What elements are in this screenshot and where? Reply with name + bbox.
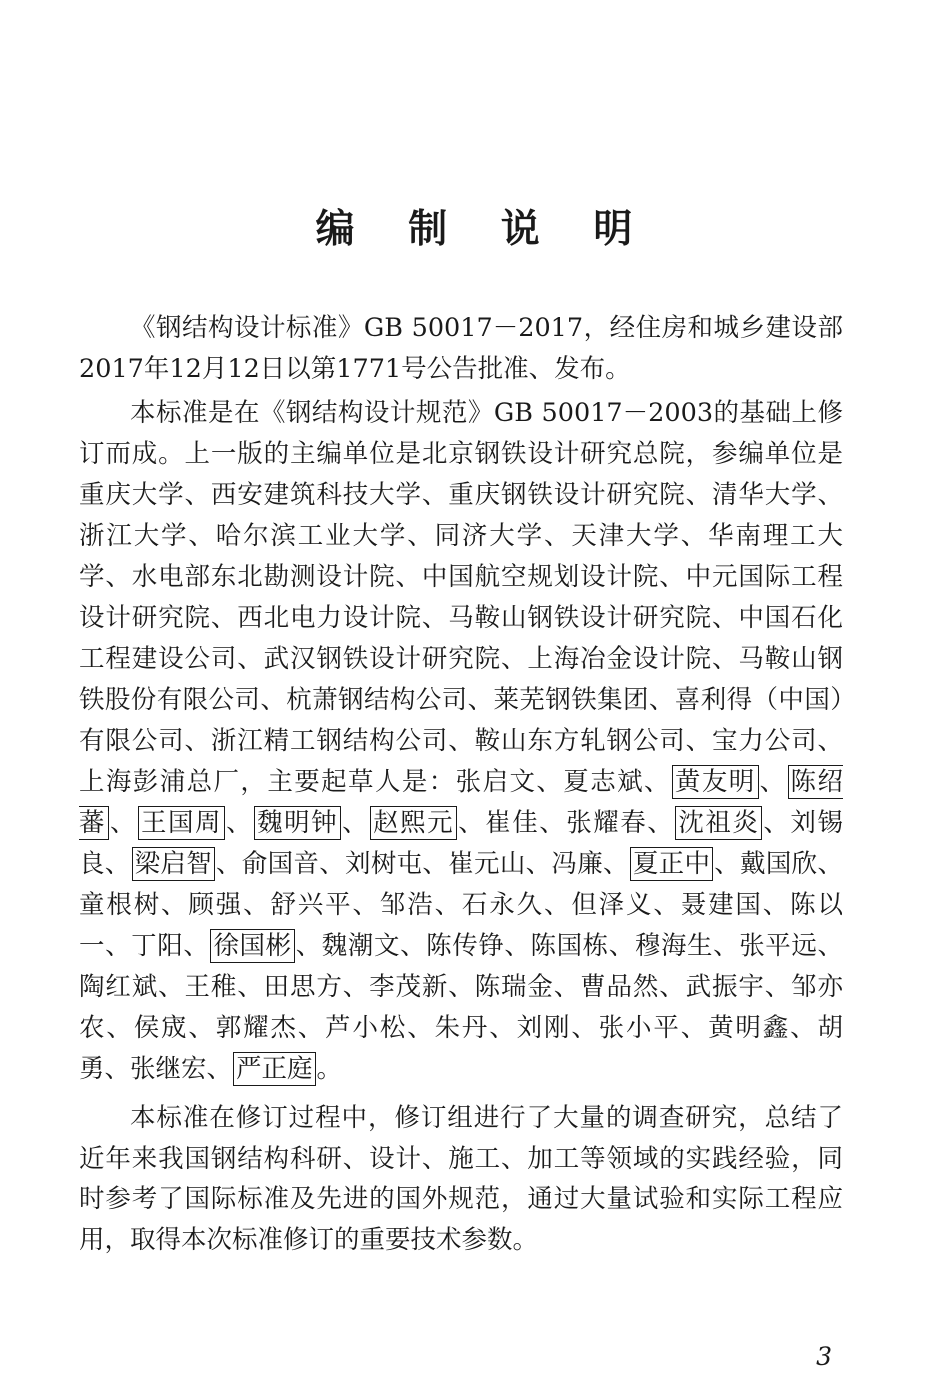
paragraph-revision-history [79, 393, 843, 1090]
paragraph-revision-text: 本标准是在《钢结构设计规范》GB 50017－2003的基础上修订而成。上一版的主编单位是北京钢铁设计研究总院，参编单位是重庆大学、西安建筑科技大学、重庆钢铁设计研究院、清华大学、浙江大学、哈尔滨工业大学、同济大学、天津大学、华南理工大学、水电部东北勘测设计院、中国航空规划设计院、中元国际工程设计研究院、西北电力设计院、马鞍山钢铁设计研究院、中国石化工程建设公司、武汉钢铁设计研究院、上海冶金设计院、马鞍山钢铁股份有限公司、杭萧钢结构公司、莱芜钢铁集团、喜利得（中国）有限公司、浙江精工钢结构公司、鞍山东方轧钢公司、宝力公司、上海彭浦总厂，主要起草人是：张启文、夏志斌、 [79, 398, 843, 797]
name-list-text: 、刘锡良、 [79, 808, 843, 879]
name-list-end: 。 [316, 1054, 343, 1084]
boxed-name: 赵熙元 [370, 806, 457, 840]
boxed-name: 沈祖炎 [675, 806, 762, 840]
page-number: 3 [816, 1342, 832, 1371]
paragraph-approval: 《钢结构设计标准》GB 50017－2017，经住房和城乡建设部2017年12月12日以第1771号公告批准、发布。 [79, 313, 843, 384]
boxed-name: 夏正中 [630, 847, 713, 881]
name-separator: 、 [759, 767, 787, 797]
boxed-name: 陈绍蕃 [79, 767, 843, 838]
name-list-text: 、崔佳、张耀春、 [458, 808, 675, 838]
boxed-name: 黄友明 [672, 765, 759, 799]
name-separator: 、 [110, 808, 138, 838]
boxed-name: 魏明钟 [254, 806, 341, 840]
name-list-text: 、俞国音、刘树屯、崔元山、冯廉、 [216, 849, 629, 879]
boxed-name: 王国周 [138, 806, 225, 840]
name-list-text: 、魏潮文、陈传铮、陈国栋、穆海生、张平远、陶红斌、王稚、田思方、李茂新、陈瑞金、曹品然、武振宇、邹亦农、侯宬、郭耀杰、芦小松、朱丹、刘刚、张小平、黄明鑫、胡勇、张继宏、 [79, 931, 843, 1084]
name-list-text: 、戴国欣、童根树、顾强、舒兴平、邹浩、石永久、但泽义、聂建国、陈以一、丁阳、 [79, 849, 843, 961]
page-title: 编 制 说 明 [315, 207, 653, 252]
paragraph-research-summary: 本标准在修订过程中，修订组进行了大量的调查研究，总结了近年来我国钢结构科研、设计、施工、加工等领域的实践经验，同时参考了国际标准及先进的国外规范，通过大量试验和实际工程应用，取得本次标准修订的重要技术参数。 [79, 1103, 843, 1255]
boxed-name: 梁启智 [132, 847, 215, 881]
name-separator: 、 [342, 808, 370, 838]
boxed-name: 徐国彬 [210, 929, 294, 963]
name-separator: 、 [226, 808, 254, 838]
boxed-name: 严正庭 [233, 1052, 316, 1086]
body-text [79, 308, 843, 1260]
